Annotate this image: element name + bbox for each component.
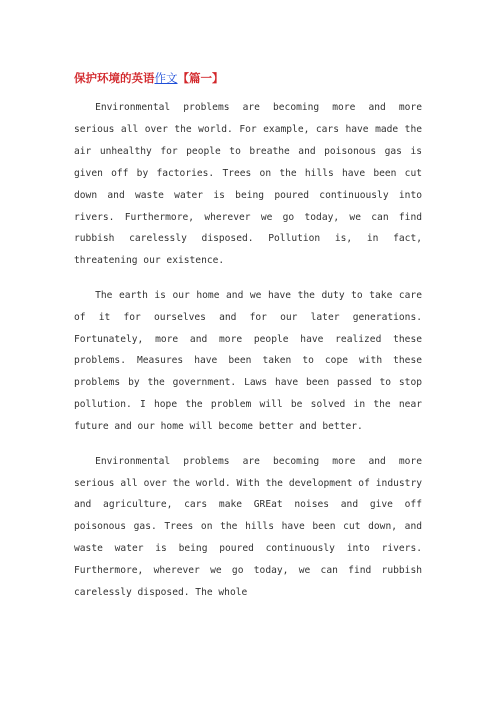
paragraph-1: Environmental problems are becoming more and more serious all over the world. For example, cars have made the air unhealthy for people to breathe and poisonous gas is given off by factories. Trees on the hills have been cut down and waste water is being poured continuously into rivers. Furthermore, wherever we go today, we can find rubbish carelessly disposed. Pollution is, in fact, threatening our existence. <box>74 102 422 267</box>
paragraph-2: The earth is our home and we have the duty to take care of it for ourselves and for our later generations. Fortunately, more and more people have realized these problems. Measures have been taken to cope with these problems by the government. Laws have been passed to stop pollution. I hope the problem will be solved in the near future and our home will become better and better. <box>74 289 422 433</box>
paragraph-3: Environmental problems are becoming more and more serious all over the world. With the development of industry and agriculture, cars make GREat noises and give off poisonous gas. Trees on the hills have been cut down, and waste water is being poured continuously into rivers. Furthermore, wherever we go today, we can find rubbish carelessly disposed. The whole <box>74 455 422 599</box>
heading-suffix: 【篇一】 <box>177 71 224 85</box>
document-body <box>74 70 422 616</box>
heading-link[interactable]: 作文 <box>154 71 178 85</box>
document-heading <box>74 70 422 86</box>
heading-text: 保护环境的英语 <box>74 71 155 85</box>
